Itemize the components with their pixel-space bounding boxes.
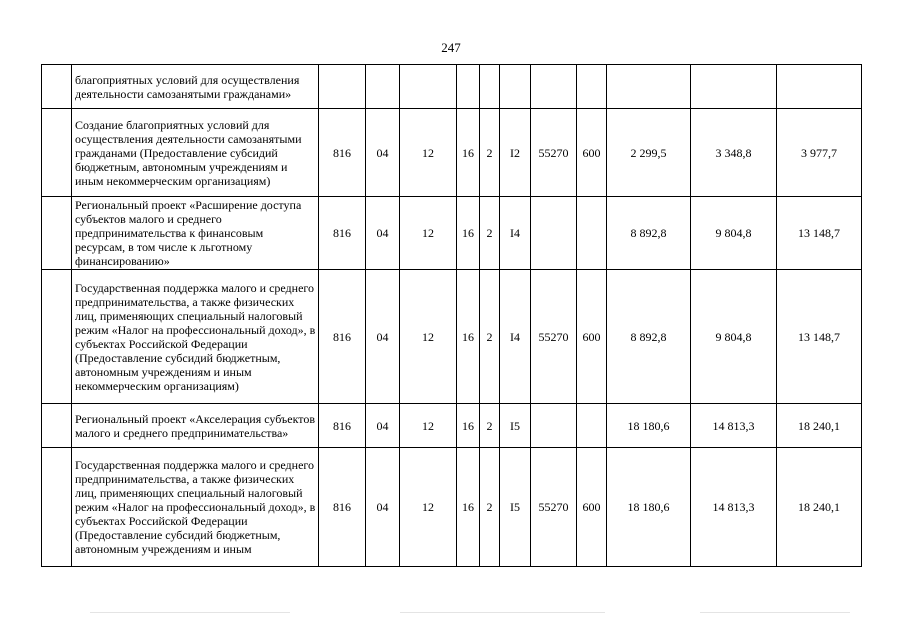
row-number-cell	[42, 404, 72, 448]
amount-year1-cell	[607, 65, 691, 109]
program-code-cell: 16	[457, 404, 480, 448]
row-number-cell	[42, 65, 72, 109]
amount-year2-cell: 14 813,3	[691, 404, 777, 448]
direction-code-cell: 55270	[531, 270, 577, 404]
subsection-code-cell: 12	[400, 270, 457, 404]
expense-type-cell: 600	[577, 270, 607, 404]
table-row	[42, 197, 862, 270]
project-code-cell: I4	[500, 270, 531, 404]
row-number-cell	[42, 197, 72, 270]
direction-code-cell	[531, 65, 577, 109]
subprogram-code-cell	[480, 65, 500, 109]
ministry-code-cell: 816	[319, 109, 366, 197]
expense-type-cell	[577, 65, 607, 109]
program-code-cell: 16	[457, 270, 480, 404]
amount-year2-cell: 9 804,8	[691, 270, 777, 404]
subsection-code-cell	[400, 65, 457, 109]
amount-year1-cell: 8 892,8	[607, 197, 691, 270]
subprogram-code-cell: 2	[480, 404, 500, 448]
expense-type-cell	[577, 197, 607, 270]
item-name-cell: Государственная поддержка малого и среднего предпринимательства, а также физических лиц, применяющих специальный налоговый режим «Налог на профессиональный доход», в субъектах Российской Федерации (Предоставление субсидий бюджетным, автономным учреждениям и иным некоммерческим организациям)	[72, 270, 319, 404]
scan-line	[700, 612, 850, 613]
amount-year1-cell: 8 892,8	[607, 270, 691, 404]
direction-code-cell: 55270	[531, 109, 577, 197]
amount-year2-cell: 14 813,3	[691, 448, 777, 567]
row-number-cell	[42, 109, 72, 197]
expense-type-cell: 600	[577, 448, 607, 567]
table-row	[42, 448, 862, 567]
amount-year3-cell: 13 148,7	[777, 270, 862, 404]
section-code-cell: 04	[366, 448, 400, 567]
project-code-cell	[500, 65, 531, 109]
project-code-cell: I2	[500, 109, 531, 197]
amount-year3-cell: 18 240,1	[777, 404, 862, 448]
direction-code-cell	[531, 197, 577, 270]
subprogram-code-cell: 2	[480, 197, 500, 270]
program-code-cell: 16	[457, 448, 480, 567]
project-code-cell: I5	[500, 448, 531, 567]
project-code-cell: I4	[500, 197, 531, 270]
subprogram-code-cell: 2	[480, 448, 500, 567]
amount-year1-cell: 18 180,6	[607, 404, 691, 448]
subsection-code-cell: 12	[400, 404, 457, 448]
subprogram-code-cell: 2	[480, 109, 500, 197]
ministry-code-cell	[319, 65, 366, 109]
amount-year1-cell: 2 299,5	[607, 109, 691, 197]
scan-line	[400, 612, 605, 613]
section-code-cell: 04	[366, 270, 400, 404]
direction-code-cell	[531, 404, 577, 448]
table-row	[42, 109, 862, 197]
subsection-code-cell: 12	[400, 197, 457, 270]
amount-year2-cell: 3 348,8	[691, 109, 777, 197]
project-code-cell: I5	[500, 404, 531, 448]
program-code-cell: 16	[457, 109, 480, 197]
item-name-cell: благоприятных условий для осуществления деятельности самозанятыми гражданами»	[72, 65, 319, 109]
program-code-cell	[457, 65, 480, 109]
budget-table	[41, 64, 862, 567]
section-code-cell: 04	[366, 109, 400, 197]
amount-year2-cell	[691, 65, 777, 109]
expense-type-cell: 600	[577, 109, 607, 197]
ministry-code-cell: 816	[319, 404, 366, 448]
item-name-cell: Создание благоприятных условий для осуществления деятельности самозанятыми гражданами (Предоставление субсидий бюджетным, автономным учреждениям и иным некоммерческим организациям)	[72, 109, 319, 197]
page-number: 247	[441, 40, 461, 55]
scan-line	[90, 612, 290, 613]
table-row	[42, 404, 862, 448]
amount-year2-cell: 9 804,8	[691, 197, 777, 270]
subsection-code-cell: 12	[400, 109, 457, 197]
table-row	[42, 65, 862, 109]
item-name-cell: Региональный проект «Акселерация субъектов малого и среднего предпринимательства»	[72, 404, 319, 448]
item-name-cell: Государственная поддержка малого и среднего предпринимательства, а также физических лиц, применяющих специальный налоговый режим «Налог на профессиональный доход», в субъектах Российской Федерации (Предоставление субсидий бюджетным, автономным учреждениям и иным	[72, 448, 319, 567]
amount-year1-cell: 18 180,6	[607, 448, 691, 567]
row-number-cell	[42, 270, 72, 404]
amount-year3-cell: 3 977,7	[777, 109, 862, 197]
item-name-cell: Региональный проект «Расширение доступа субъектов малого и среднего предпринимательства к финансовым ресурсам, в том числе к льготному финансированию»	[72, 197, 319, 270]
subsection-code-cell: 12	[400, 448, 457, 567]
section-code-cell: 04	[366, 404, 400, 448]
program-code-cell: 16	[457, 197, 480, 270]
ministry-code-cell: 816	[319, 270, 366, 404]
amount-year3-cell: 18 240,1	[777, 448, 862, 567]
section-code-cell	[366, 65, 400, 109]
amount-year3-cell	[777, 65, 862, 109]
table-row	[42, 270, 862, 404]
ministry-code-cell: 816	[319, 197, 366, 270]
ministry-code-cell: 816	[319, 448, 366, 567]
direction-code-cell: 55270	[531, 448, 577, 567]
subprogram-code-cell: 2	[480, 270, 500, 404]
section-code-cell: 04	[366, 197, 400, 270]
row-number-cell	[42, 448, 72, 567]
expense-type-cell	[577, 404, 607, 448]
amount-year3-cell: 13 148,7	[777, 197, 862, 270]
